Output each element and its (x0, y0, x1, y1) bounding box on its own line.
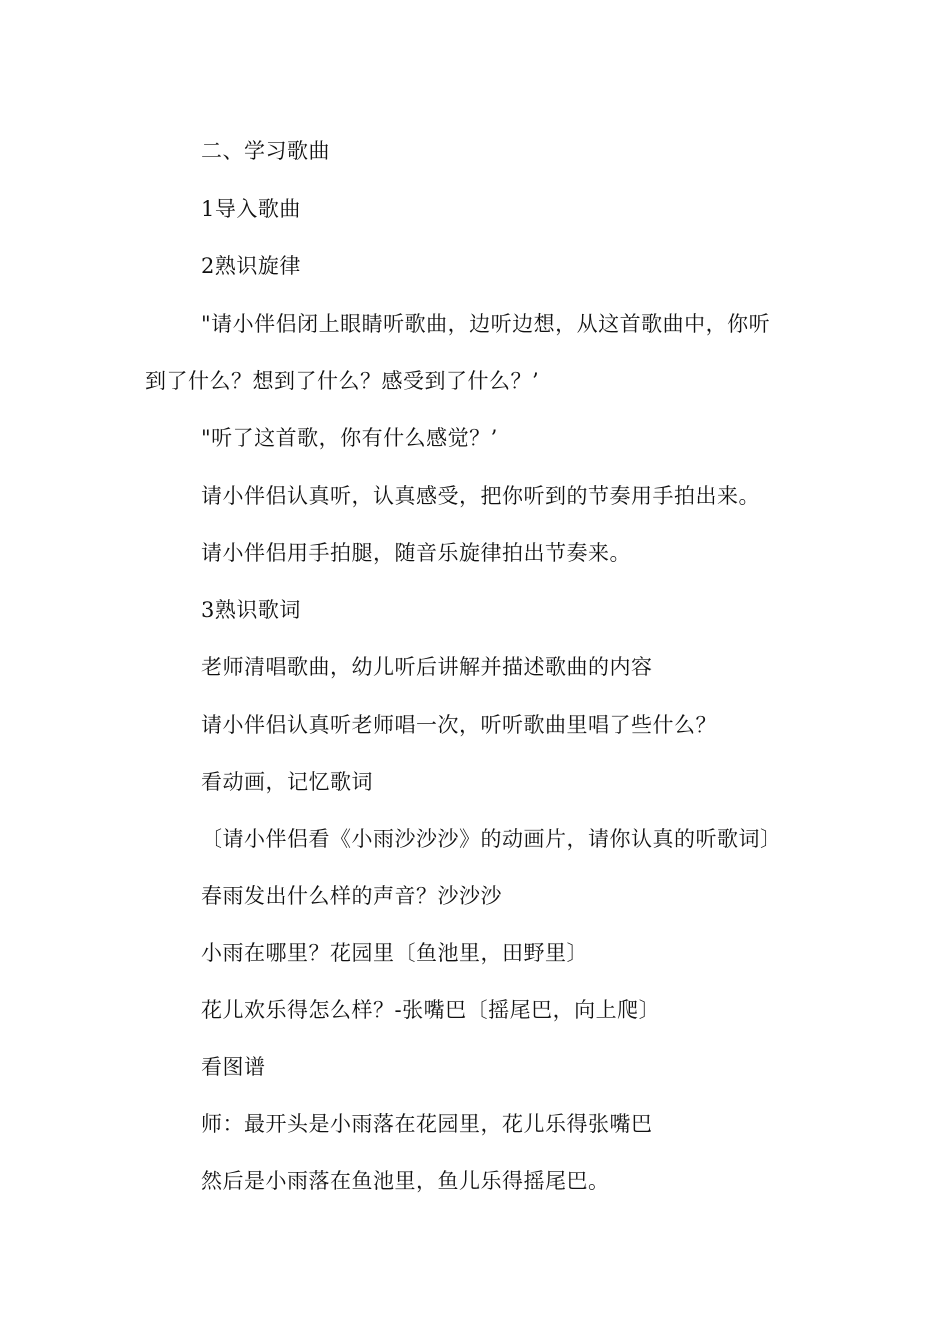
paragraph-line: 小雨在哪里？花园里〔鱼池里，田野里〕 (201, 941, 588, 965)
paragraph-line: 看动画，记忆歌词 (201, 770, 373, 794)
step-heading: 2熟识旋律 (201, 254, 301, 278)
paragraph-line: 花儿欢乐得怎么样？-张嘴巴〔摇尾巴，向上爬〕 (201, 998, 661, 1022)
paragraph-line: 到了什么？想到了什么？感受到了什么？’ (145, 369, 540, 393)
paragraph-line: "请小伴侣闭上眼睛听歌曲，边听边想，从这首歌曲中，你听 (201, 312, 771, 336)
paragraph-line: 看图谱 (201, 1055, 266, 1079)
step-heading: 1导入歌曲 (201, 197, 301, 221)
paragraph-line: 师：最开头是小雨落在花园里，花儿乐得张嘴巴 (201, 1112, 653, 1136)
paragraph-line: 请小伴侣认真听老师唱一次，听听歌曲里唱了些什么？ (201, 713, 717, 737)
paragraph-line: 春雨发出什么样的声音？沙沙沙 (201, 884, 502, 908)
paragraph-line: 然后是小雨落在鱼池里，鱼儿乐得摇尾巴。 (201, 1169, 610, 1193)
step-heading: 3熟识歌词 (201, 598, 301, 622)
paragraph-line: 请小伴侣认真听，认真感受，把你听到的节奏用手拍出来。 (201, 484, 760, 508)
paragraph-line: 请小伴侣用手拍腿，随音乐旋律拍出节奏来。 (201, 541, 631, 565)
paragraph-line: 老师清唱歌曲，幼儿听后讲解并描述歌曲的内容 (201, 655, 653, 679)
section-heading: 二、学习歌曲 (201, 139, 330, 163)
paragraph-line: 〔请小伴侣看《小雨沙沙沙》的动画片，请你认真的听歌词〕 (201, 827, 782, 851)
paragraph-line: "听了这首歌，你有什么感觉？’ (201, 426, 498, 450)
